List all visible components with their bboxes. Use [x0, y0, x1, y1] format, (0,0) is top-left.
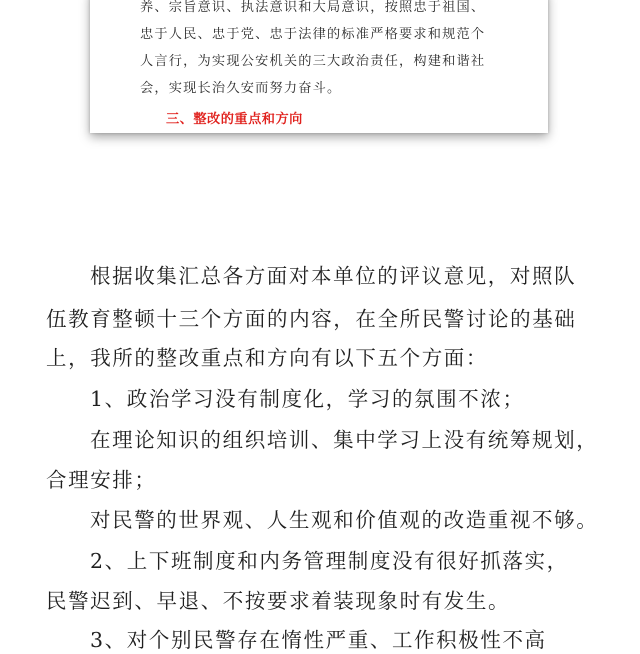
- card-line: 人言行，为实现公安机关的三大政治责任，构建和谐社: [140, 54, 486, 69]
- quoted-document-card: [90, 0, 548, 133]
- card-line: 养、宗旨意识、执法意识和大局意识，按照忠于祖国、: [140, 0, 486, 15]
- paragraph-line: 民警迟到、早退、不按要求着装现象时有发生。: [46, 589, 511, 613]
- paragraph-line: 合理安排；: [46, 468, 157, 492]
- paragraph-line: 根据收集汇总各方面对本单位的评议意见，对照队: [90, 264, 577, 288]
- paragraph-line: 2、上下班制度和内务管理制度没有很好抓落实，: [90, 549, 569, 573]
- paragraph-line: 对民警的世界观、人生观和价值观的改造重视不够。: [90, 508, 599, 532]
- paragraph-line: 在理论知识的组织培训、集中学习上没有统筹规划，: [90, 428, 599, 452]
- card-line: 会，实现长治久安而努力奋斗。: [140, 81, 342, 96]
- paragraph-line: 3、对个别民警存在惰性严重、工作积极性不高: [90, 628, 547, 652]
- paragraph-line: 伍教育整顿十三个方面的内容，在全所民警讨论的基础: [46, 307, 577, 331]
- paragraph-line: 上，我所的整改重点和方向有以下五个方面：: [46, 346, 488, 370]
- section-heading: 三、整改的重点和方向: [166, 112, 303, 127]
- paragraph-line: 1、政治学习没有制度化，学习的氛围不浓；: [90, 387, 525, 411]
- card-line: 忠于人民、忠于党、忠于法律的标准严格要求和规范个: [140, 27, 486, 42]
